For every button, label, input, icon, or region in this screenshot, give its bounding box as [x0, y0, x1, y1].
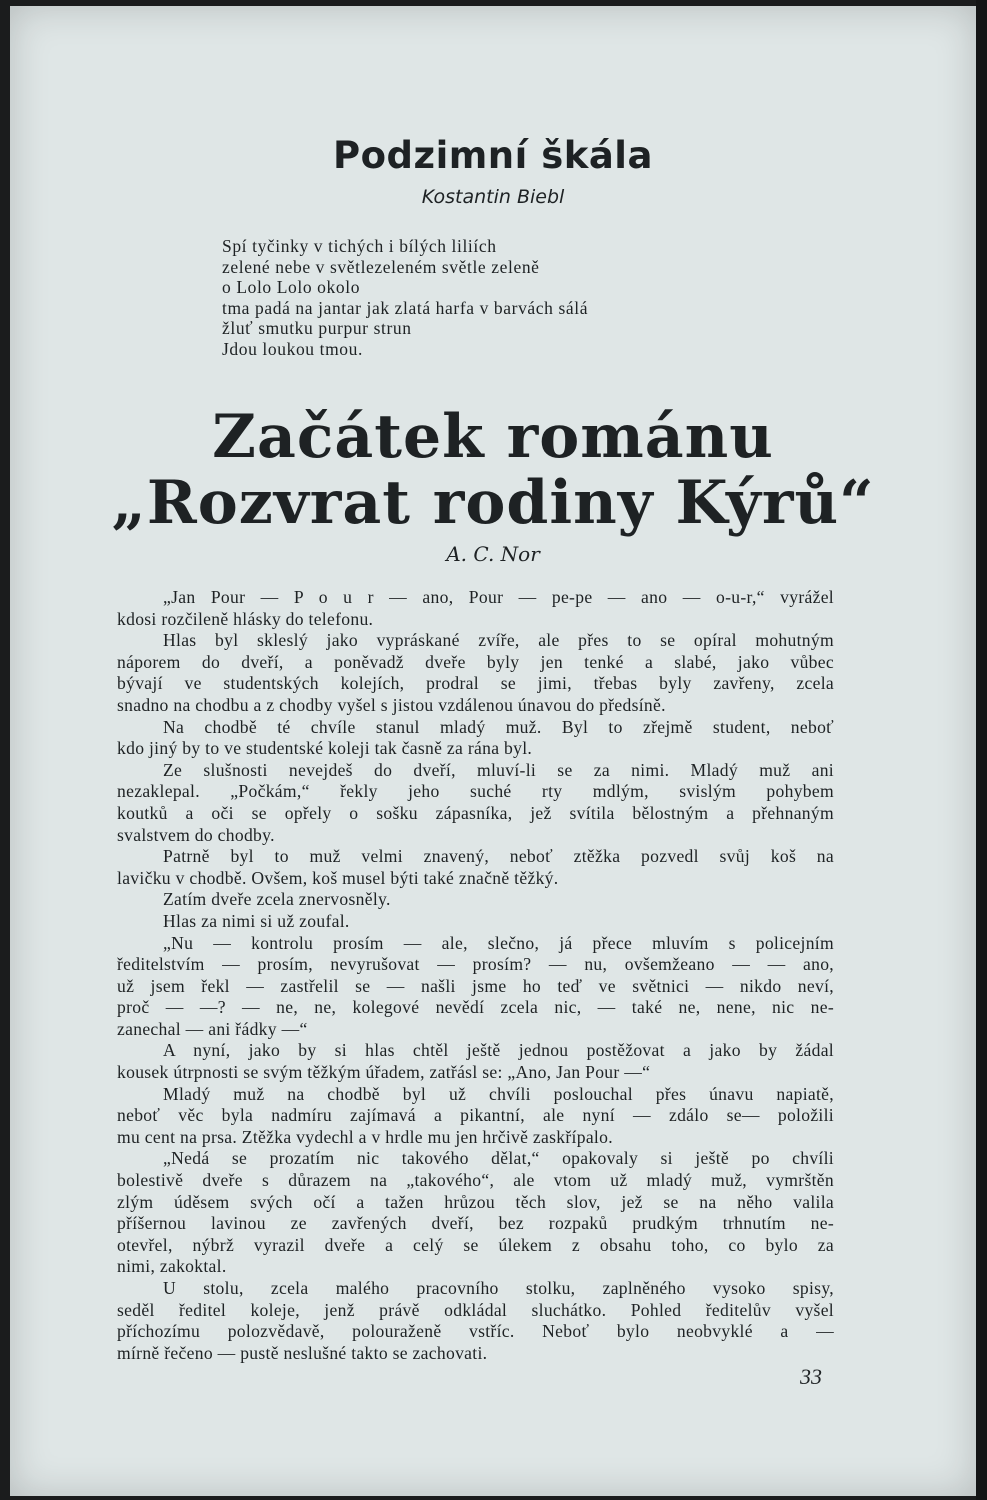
text-line: koutků a oči se opřely o sošku zápasníka, jež svítila bělostným a přehnaným: [117, 802, 834, 823]
poem-line: o Lolo Lolo okolo: [222, 277, 361, 297]
text-line: nezaklepal. „Počkám,“ řekly jeho suché rty mdlým, svislým pohybem: [117, 781, 834, 802]
text-line: snadno na chodbu a z chodby vyšel s jistou vzdálenou únavou do předsíně.: [117, 694, 666, 715]
text-line: U stolu, zcela malého pracovního stolku, zaplněného vysoko spisy,: [163, 1278, 834, 1298]
poem-line: žluť smutku purpur strun: [222, 318, 412, 338]
page-number: 33: [800, 1364, 822, 1389]
poem-line: Jdou loukou tmou.: [222, 338, 363, 359]
text-line: zanechal — ani řádky —“: [117, 1018, 308, 1039]
text-line: zlým úděsem svých očí a tažen hrůzou těch slov, jež se na něho valila: [117, 1191, 834, 1212]
novel-title: [10, 404, 976, 536]
text-line: A nyní, jako by si hlas chtěl ještě jednou postěžovat a jako by žádal: [163, 1040, 834, 1061]
novel-title-line-1: Začátek románu: [212, 402, 774, 472]
text-line: otevřel, nýbrž vyrazil dveře a celý se úlekem z obsahu toho, co bylo za: [117, 1234, 834, 1255]
scan-border: [976, 0, 987, 1500]
text-line: kdo jiný by to ve studentské koleji tak časně za rána byl.: [117, 738, 533, 759]
poem-line: zelené nebe v světlezeleném světle zeleně: [222, 256, 540, 277]
text-line: Zatím dveře zcela znervosněly.: [163, 889, 391, 910]
text-line: ředitelstvím — prosím, nevyrušovat — prosím? — nu, ovšemžeano — — ano,: [117, 954, 834, 975]
text-line: svalstvem do chodby.: [117, 824, 275, 845]
text-line: „Jan Pour — P o u r — ano, Pour — pe-pe — ano — o-u-r,“ vyrážel: [163, 587, 834, 607]
text-line: příchozímu polozvědavě, polouraženě vstříc. Neboť bylo neobvyklé a —: [117, 1321, 834, 1342]
text-line: mírně řečeno — pustě neslušné takto se zachovati.: [117, 1342, 488, 1363]
text-line: Mladý muž na chodbě byl už chvíli poslouchal přes únavu napiatě,: [163, 1083, 834, 1104]
text-line: proč — —? — ne, ne, kolegové nevědí zcela nic, — také ne, nene, nic ne-: [117, 997, 834, 1018]
text-line: lavičku v chodbě. Ovšem, koš musel býti také značně těžký.: [117, 867, 559, 888]
poem-line: Spí tyčinky v tichých i bílých liliích: [222, 236, 497, 256]
text-line: mu cent na prsa. Ztěžka vydechl a v hrdle mu jen hrčivě zaskřípalo.: [117, 1126, 613, 1147]
text-line: „Nu — kontrolu prosím — ale, slečno, já přece mluvím s policejním: [163, 932, 834, 953]
poem-author: Kostantin Biebl: [421, 186, 565, 208]
text-line: Hlas byl skleslý jako vypráskané zvíře, ale přes to se opíral mohutným: [163, 630, 834, 651]
text-line: Na chodbě té chvíle stanul mladý muž. Byl to zřejmě student, neboť: [163, 716, 834, 737]
novel-excerpt: [117, 587, 834, 1364]
text-line: náporem do dveří, a poněvadž dveře byly jen tenké a slabé, jako vůbec: [117, 651, 834, 672]
novel-title-line-2: „Rozvrat rodiny Kýrů“: [111, 468, 875, 538]
text-line: neboť věc byla nadmíru zajímavá a pikantní, ale nyní — zdálo se— položili: [117, 1105, 834, 1126]
text-line: Patrně byl to muž velmi znavený, neboť ztěžka pozvedl svůj koš na: [163, 846, 834, 867]
text-line: „Nedá se prozatím nic takového dělat,“ opakovaly si ještě po chvíli: [163, 1148, 834, 1169]
text-line: bolestivě dveře s důrazem na „takového“, ale vtom už mladý muž, vymrštěn: [117, 1170, 834, 1191]
text-line: seděl ředitel koleje, jenž právě odkládal sluchátko. Pohled ředitelův vyšel: [117, 1299, 834, 1320]
poem-body: [222, 236, 588, 359]
text-line: Ze slušnosti nevejdeš do dveří, mluví-li se za nimi. Mladý muž ani: [163, 759, 834, 780]
text-line: kdosi rozčileně hlásky do telefonu.: [117, 608, 374, 629]
poem-line: tma padá na jantar jak zlatá harfa v barvách sálá: [222, 297, 589, 318]
text-line: nimi, zakoktal.: [117, 1256, 227, 1277]
novel-author: A. C. Nor: [446, 542, 540, 566]
text-line: příšernou lavinou ze zavřených dveří, bez rozpaků prudkým trhnutím ne-: [117, 1213, 834, 1234]
poem-title: Podzimní škála: [333, 134, 653, 177]
text-line: Hlas za nimi si už zoufal.: [163, 910, 350, 931]
text-line: bývají ve studentských kolejích, prodral se jimi, třebas byly zavřeny, zcela: [117, 673, 834, 694]
text-line: už jsem řekl — zastřelil se — našli jsme ho teď ve světnici — nikdo neví,: [117, 975, 834, 996]
book-page: [10, 6, 976, 1496]
text-line: kousek útrpnosti se svým těžkým úřadem, zatřásl se: „Ano, Jan Pour —“: [117, 1062, 651, 1083]
